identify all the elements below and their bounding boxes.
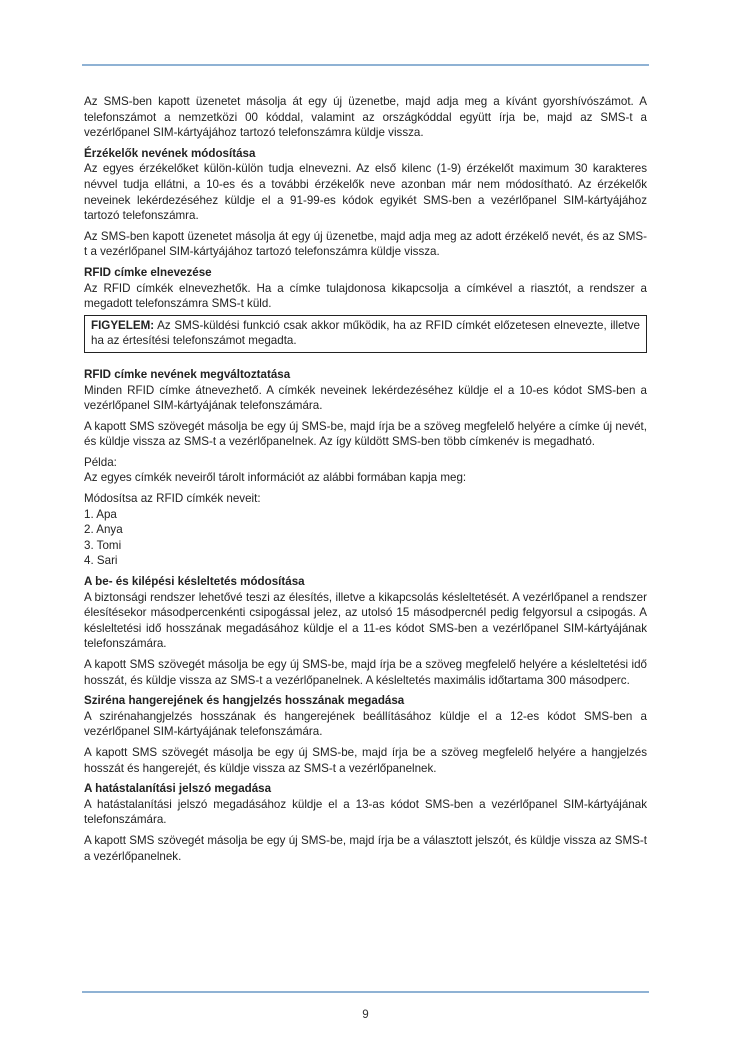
list-item: 2. Anya <box>84 523 123 537</box>
section-heading: A hatástalanítási jelszó megadása <box>84 782 272 796</box>
body-paragraph: Példa: Az egyes címkék neveiről tárolt információt az alábbi formában kapja meg: <box>84 455 467 485</box>
list-item: 4. Sari <box>84 554 118 568</box>
body-paragraph: Az SMS-ben kapott üzenetet másolja át egy új üzenetbe, majd adja meg az adott érzékelő nevét, és az SMS-t a vezérlőpanel SIM-kártyájához tartozó telefonszámra küldje vissza. <box>84 229 647 259</box>
example-list <box>84 491 647 569</box>
section-heading: Sziréna hangerejének és hangjelzés hosszának megadása <box>84 694 405 708</box>
section-heading: A be- és kilépési késleltetés módosítása <box>84 575 305 589</box>
header-rule <box>82 64 649 66</box>
page-number: 9 <box>362 1008 369 1021</box>
body-paragraph: A kapott SMS szövegét másolja be egy új SMS-be, majd írja be a szöveg megfelelő helyére a késleltetési idő hosszát, és küldje vissza az SMS-t a vezérlőpanelnek. A késleltetés maximális időtartama 300 másodperc. <box>84 658 647 687</box>
section-heading: RFID címke nevének megváltoztatása <box>84 367 291 381</box>
footer-rule <box>82 991 649 993</box>
body-paragraph: Az egyes érzékelőket külön-külön tudja elnevezni. Az első kilenc (1-9) érzékelőt maximum 30 karakteres névvel tudja ellátni, a 10-es és a további érzékelők neve azonban már nem módosítható. Az érzékelők neveinek lekérdezéséhez küldje el a 91-99-es kódok egyikét SMS-ben a vezérlőpanel SIM-kártyájához tartozó telefonszámra. <box>84 162 647 223</box>
body-paragraph: A szirénahangjelzés hosszának és hangerejének beállításához küldje el a 12-es kódot SMS-ben a vezérlőpanel SIM-kártyájának telefonszámára. <box>84 709 647 739</box>
body-paragraph: Az RFID címkék elnevezhetők. Ha a címke tulajdonosa kikapcsolja a címkével a riasztót, a rendszer a megadott telefonszámra SMS-t küld. <box>84 281 647 311</box>
intro-paragraph: Az SMS-ben kapott üzenetet másolja át egy új üzenetbe, majd adja meg a kívánt gyorshívószámot. A telefonszámot a nemzetközi 00 kóddal, valamint az országkóddal együtt írja be, majd az SMS-t a vezérlőpanel SIM-kártyájához tartozó telefonszámra küldje vissza. <box>84 95 647 140</box>
body-paragraph: A biztonsági rendszer lehetővé teszi az élesítés, illetve a kikapcsolás késleltetését. A vezérlőpanel a rendszer élesítésekor másodpercenkénti csipogással jelez, az utolsó 15 másodpercnél pedig felgyorsul a csipogás. A késleltetési idő hosszának megadásához küldje el a 11-es kódot SMS-ben a vezérlőpanel SIM-kártyájának telefonszámára. <box>84 590 647 651</box>
warning-text: Az SMS-küldési funkció csak akkor működik, ha az RFID címkét előzetesen elnevezte, illetve ha az értesítési telefonszámot megadta. <box>91 318 640 348</box>
example-intro: Módosítsa az RFID címkék neveit: <box>84 492 261 506</box>
list-item: 1. Apa <box>84 507 117 521</box>
warning-label: FIGYELEM: <box>91 318 155 332</box>
warning-box <box>84 315 647 353</box>
body-paragraph: A kapott SMS szövegét másolja be egy új SMS-be, majd írja be a szöveg megfelelő helyére a hangjelzés hosszát és hangerejét, és küldje vissza az SMS-t a vezérlőpanelnek. <box>84 745 647 775</box>
body-paragraph: Minden RFID címke átnevezhető. A címkék neveinek lekérdezéséhez küldje el a 10-es kódot SMS-ben a vezérlőpanel SIM-kártyájának telefonszámára. <box>84 383 647 413</box>
body-paragraph: A kapott SMS szövegét másolja be egy új SMS-be, majd írja be a szöveg megfelelő helyére a címke új nevét, és küldje vissza az SMS-t a vezérlőpanelnek. Az így küldött SMS-ben több címkenév is megadható. <box>84 419 647 449</box>
section-heading: RFID címke elnevezése <box>84 265 212 279</box>
body-paragraph: A kapott SMS szövegét másolja be egy új SMS-be, majd írja be a választott jelszót, és küldje vissza az SMS-t a vezérlőpanelnek. <box>84 833 647 863</box>
section-heading: Érzékelők nevének módosítása <box>84 146 256 160</box>
body-paragraph: A hatástalanítási jelszó megadásához küldje el a 13-as kódot SMS-ben a vezérlőpanel SIM-kártyájának telefonszámára. <box>84 797 647 827</box>
list-item: 3. Tomi <box>84 538 122 552</box>
document-body <box>84 94 647 869</box>
